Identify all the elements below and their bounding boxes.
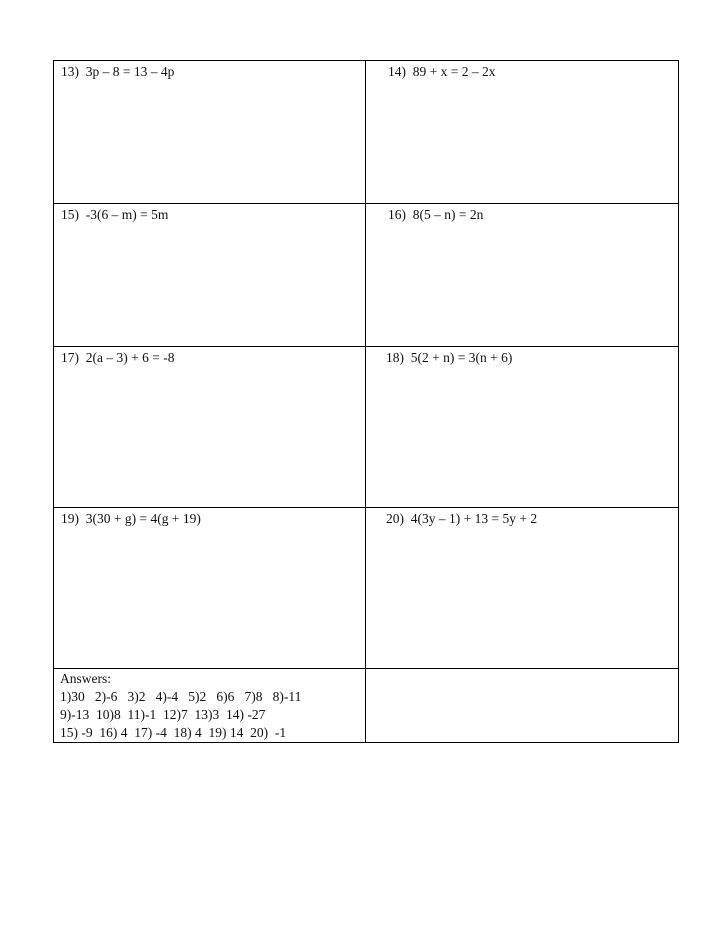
worksheet-row [54,61,679,204]
problem-cell-17 [54,347,366,508]
problem-20-text: 20) 4(3y – 1) + 13 = 5y + 2 [386,511,538,526]
problem-cell-20 [366,508,679,669]
worksheet-row [54,508,679,669]
worksheet-grid [53,60,679,743]
problem-13-text: 13) 3p – 8 = 13 – 4p [61,64,175,79]
worksheet-row [54,347,679,508]
problem-19-text: 19) 3(30 + g) = 4(g + 19) [61,511,201,526]
problem-17-text: 17) 2(a – 3) + 6 = -8 [61,350,175,365]
problem-cell-16 [366,204,679,347]
worksheet-row [54,204,679,347]
answers-line-3: 15) -9 16) 4 17) -4 18) 4 19) 14 20) -1 [60,725,287,740]
answers-line-2: 9)-13 10)8 11)-1 12)7 13)3 14) -27 [60,707,266,722]
problem-cell-14 [366,61,679,204]
problem-16-text: 16) 8(5 – n) = 2n [388,207,484,222]
problem-14-text: 14) 89 + x = 2 – 2x [388,64,496,79]
problem-18-text: 18) 5(2 + n) = 3(n + 6) [386,350,513,365]
problem-cell-15 [54,204,366,347]
answers-line-1: 1)30 2)-6 3)2 4)-4 5)2 6)6 7)8 8)-11 [60,689,302,704]
answer-key [54,669,365,742]
answers-heading: Answers: [60,671,111,686]
answers-cell [54,669,366,743]
problem-cell-13 [54,61,366,204]
problem-15-text: 15) -3(6 – m) = 5m [61,207,169,222]
problem-cell-19 [54,508,366,669]
problem-cell-18 [366,347,679,508]
empty-cell [366,669,679,743]
worksheet-row [54,669,679,743]
